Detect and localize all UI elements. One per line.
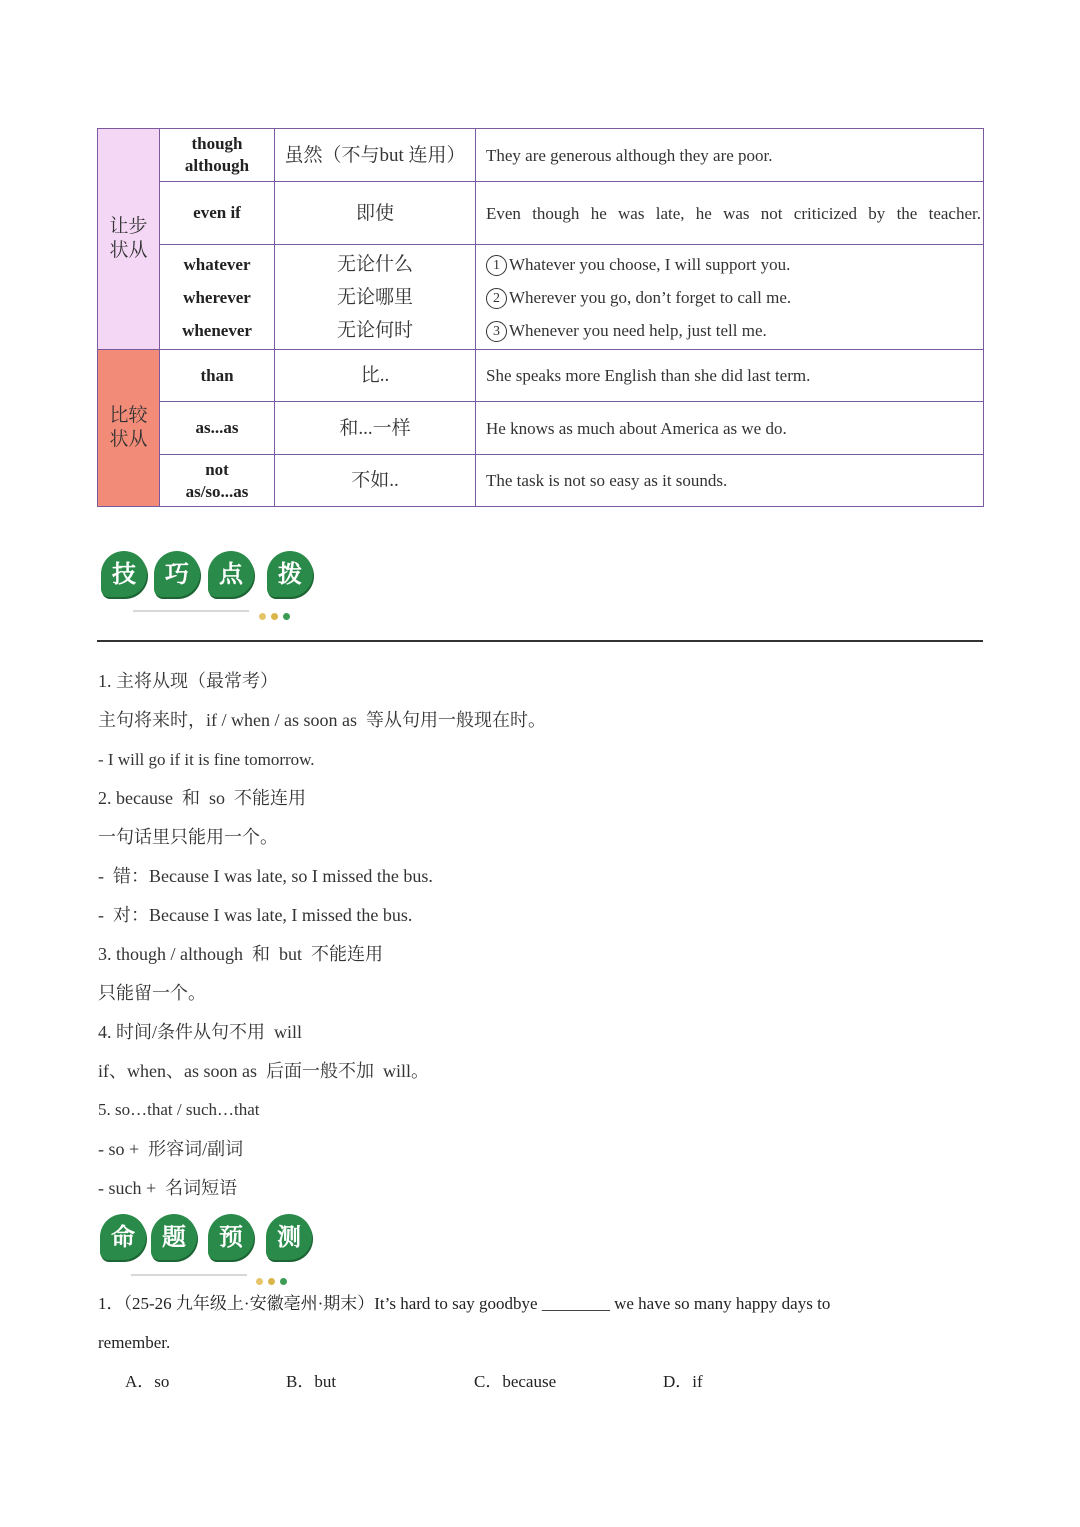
keyword-cell (160, 182, 275, 245)
category-cell-comparison (98, 350, 160, 507)
tip-line: 2. because 和 so 不能连用 (98, 788, 306, 808)
tip-line: - 对：Because I was late, I missed the bus. (98, 905, 413, 925)
meaning-cell: 即使 (275, 182, 476, 245)
keyword-cell (160, 455, 275, 507)
option-d[interactable]: D．if (663, 1372, 703, 1391)
keyword: as...as (195, 418, 239, 437)
decorative-dots (259, 607, 295, 625)
predict-badge: 命 (100, 1214, 146, 1260)
keyword-cell (160, 245, 275, 350)
tip-line: if、when、as soon as 后面一般不加 will。 (98, 1061, 429, 1081)
keyword: although (184, 156, 250, 175)
question-stem: 1．（25-26 九年级上·安徽亳州·期末）It’s hard to say goodbye ________ we have so many happy days to (98, 1294, 831, 1313)
tips-badge: 拨 (267, 551, 313, 597)
table-row (98, 350, 984, 402)
keyword: not (205, 459, 229, 479)
tips-badge: 点 (208, 551, 254, 597)
tip-line: 3. though / although 和 but 不能连用 (98, 944, 383, 964)
table-row (98, 182, 984, 245)
header-underline (133, 610, 249, 612)
section-divider (97, 640, 983, 642)
keyword: even if (193, 203, 241, 222)
table-row (98, 129, 984, 182)
example-line: 3 Whenever you need help, just tell me. (486, 314, 983, 347)
option-a[interactable]: A．so (125, 1372, 170, 1391)
tip-line: - such + 名词短语 (98, 1178, 238, 1198)
meaning-cell: 和...一样 (275, 402, 476, 455)
meaning: 无论哪里 (336, 286, 413, 308)
grammar-table (97, 128, 984, 507)
table-row (98, 455, 984, 507)
tip-line: 一句话里只能用一个。 (98, 827, 278, 847)
predict-badge: 测 (266, 1214, 312, 1260)
option-c[interactable]: C．because (474, 1372, 557, 1391)
meaning: 无论什么 (336, 253, 413, 275)
example-line: 2 Wherever you go, don’t forget to call me. (486, 281, 983, 314)
example-cell: He knows as much about America as we do. (476, 402, 984, 455)
example-cell: Even though he was late, he was not criticized by the teacher. (476, 182, 984, 245)
predict-badge: 题 (151, 1214, 197, 1260)
keyword-cell (160, 350, 275, 402)
meaning-cell: 比.. (275, 350, 476, 402)
tip-line: 只能留一个。 (98, 983, 206, 1003)
meaning-cell: 不如.. (275, 455, 476, 507)
category-label: 比较 状从 (109, 405, 148, 450)
meaning: 无论何时 (336, 319, 413, 341)
tip-line: - 错：Because I was late, so I missed the bus. (98, 866, 433, 886)
keyword: as/so...as (185, 481, 249, 501)
tip-line: 主句将来时，if / when / as soon as 等从句用一般现在时。 (98, 710, 546, 730)
meaning-cell: 虽然（不与but 连用） (275, 129, 476, 182)
example-line: 1 Whatever you choose, I will support you. (486, 248, 983, 281)
keyword-cell (160, 402, 275, 455)
tips-badge: 技 (101, 551, 147, 597)
tip-line: 5. so…that / such…that (98, 1100, 260, 1119)
meaning-cell (275, 245, 476, 350)
tips-badge: 巧 (154, 551, 200, 597)
keyword-cell (160, 129, 275, 182)
question-stem-continued: remember. (98, 1333, 171, 1352)
example-cell (476, 245, 984, 350)
keyword: whenever (182, 320, 252, 340)
tip-line: - I will go if it is fine tomorrow. (98, 750, 315, 769)
predict-badge: 预 (208, 1214, 254, 1260)
example-cell: She speaks more English than she did last term. (476, 350, 984, 402)
header-underline (131, 1274, 247, 1276)
keyword: though (191, 134, 243, 153)
tip-line: 1. 主将从现（最常考） (98, 671, 278, 691)
decorative-dots (256, 1272, 292, 1290)
keyword: than (200, 365, 234, 385)
keyword: wherever (183, 287, 251, 307)
option-b[interactable]: B．but (286, 1372, 337, 1391)
category-cell-concession (98, 129, 160, 350)
circled-number: 3 (486, 321, 507, 342)
example-cell: The task is not so easy as it sounds. (476, 455, 984, 507)
circled-number: 1 (486, 255, 507, 276)
table-row (98, 245, 984, 350)
tip-line: - so + 形容词/副词 (98, 1139, 244, 1159)
category-label: 让步 状从 (109, 216, 148, 261)
example-cell: They are generous although they are poor. (476, 129, 984, 182)
keyword: whatever (183, 254, 251, 274)
table-row (98, 402, 984, 455)
tip-line: 4. 时间/条件从句不用 will (98, 1022, 303, 1042)
circled-number: 2 (486, 288, 507, 309)
